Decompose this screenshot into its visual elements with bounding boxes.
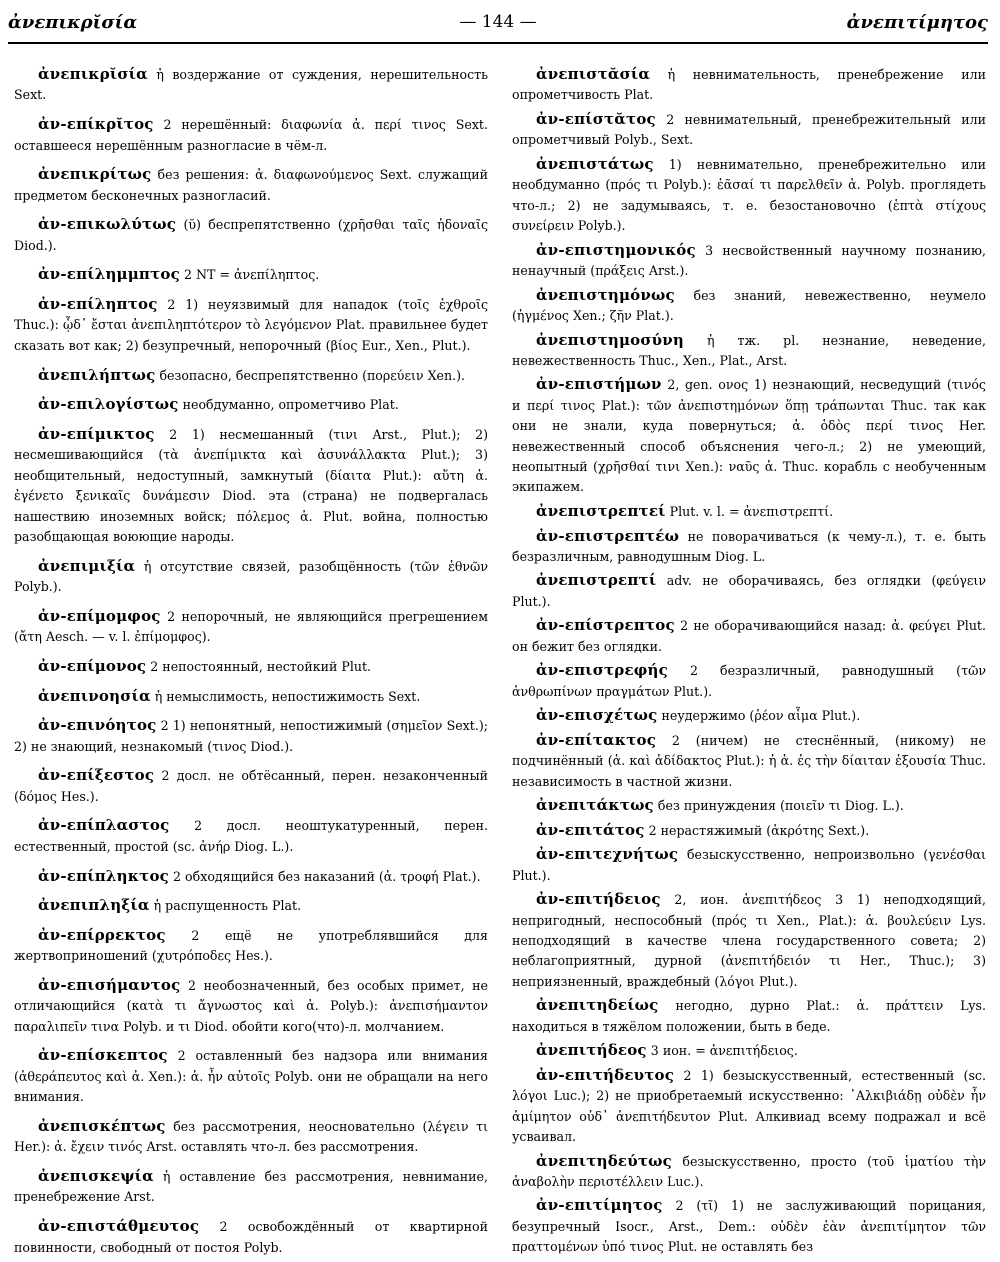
entry-definition: 2 необозначенный, без особых примет, не отличающийся (κατὰ τι ἄγνωστος καὶ ἀ. Polyb.): ἀνεπισήμαντον παραλιπεῖν τινα Polyb. и τι Diod. обойти кого(что)-л. молчанием. [14, 977, 488, 1034]
dictionary-entry [14, 1116, 488, 1158]
entry-headword: ἀν-επίμονος [38, 656, 147, 675]
entry-headword: ἀνεπιτηδεύτως [536, 1151, 672, 1170]
entry-headword: ἀνεπιπληξία [38, 896, 150, 915]
dictionary-entry [512, 705, 986, 726]
entry-headword: ἀν-επίξεστος [38, 766, 155, 785]
entry-headword: ἀν-επιτίμητος [536, 1196, 663, 1215]
dictionary-entry [512, 730, 986, 792]
entry-definition: 2 (τῖ) 1) не заслуживающий порицания, безупречный Isocr., Arst., Dem.: οὐδὲν ἐὰν ἀνεπιτίμητον τῶν πραττομένων ὑπό τινος Plut. не оставлять без [512, 1198, 986, 1255]
entry-definition: ἡ немыслимость, непостижимость Sext. [154, 688, 421, 704]
entry-headword: ἀν-επιτεχνήτως [536, 845, 679, 864]
entry-headword: ἀν-επίτακτος [536, 730, 657, 749]
entry-headword: ἀνεπικρίτως [38, 165, 152, 184]
entry-headword: ἀνεπιλήπτως [38, 365, 156, 384]
dictionary-entry [14, 394, 488, 415]
dictionary-entry [14, 114, 488, 156]
entry-definition: ἡ оставление без рассмотрения, невнимание, пренебрежение Arst. [14, 1169, 488, 1205]
dictionary-entry [14, 556, 488, 598]
entry-headword: ἀν-επίπλαστος [38, 816, 170, 835]
dictionary-entry [512, 240, 986, 282]
entry-definition: (ῠ) беспрепятственно (χρῆσθαι ταῖς ἡδοναῖς Diod.). [14, 217, 488, 253]
entry-headword: ἀνεπιτηδείως [536, 996, 659, 1015]
entry-definition: 1) невнимательно, пренебрежительно или необдуманно (πρός τι Polyb.): ἐᾶσαί τι παρελθεῖν ἀ. Polyb. проглядеть что-л.; 2) не задумываясь, т. е. безостановочно (ἑπτὰ στίχους συνείρειν Polyb.). [512, 156, 986, 234]
dictionary-entry [512, 1065, 986, 1148]
dictionary-entry [512, 570, 986, 612]
entry-headword: ἀν-επιτήδειος [536, 890, 661, 909]
dictionary-entry [512, 844, 986, 886]
dictionary-entry [14, 164, 488, 206]
entry-headword: ἀν-επίπληκτος [38, 866, 170, 885]
dictionary-entry [14, 606, 488, 648]
entry-headword: ἀν-επιστρεφής [536, 661, 668, 680]
entry-definition: ἡ тж. pl. незнание, неведение, невежественность Thuc., Xen., Plat., Arst. [512, 332, 986, 368]
entry-headword: ἀν-επίρρεκτος [38, 925, 166, 944]
entry-headword: ἀνεπιστημοσύνη [536, 330, 684, 349]
entry-headword: ἀν-επιλογίστως [38, 395, 179, 414]
entry-headword: ἀν-επίστᾰτος [536, 109, 656, 128]
entry-definition: без знаний, невежественно, неумело (ἡγμένος Xen.; ζῆν Plat.). [512, 287, 986, 323]
left-column [14, 64, 488, 1258]
entry-definition: adv. не оборачиваясь, без оглядки (φεύγειν Plut.). [512, 573, 986, 609]
entry-definition: безопасно, беспрепятственно (πορεύειν Xen.). [159, 367, 466, 383]
entry-definition: 2, gen. ονος 1) незнающий, несведущий (τινός и περί τινος Plat.): τῶν ἀνεπιστημόνων ὅπῃ τράπωνται Thuc. так как они не знали, куда повернуться; ἀ. ὁδὸς περί τινος Her. невежественный способ объяснения чего-л.; 2) не умеющий, неопытный (χρῆσθαί τινι Xen.): ναῦς ἀ. Thuc. корабль с необученным экипажем. [512, 377, 986, 495]
dictionary-columns [14, 64, 986, 1258]
entry-definition: 2, ион. ἀνεπιτήδεος 3 1) неподходящий, непригодный, неспособный (πρός τι Xen., Plat.): ἀ. βουλεύειν Lys. неподходящий в качестве члена государственного совета; 2) неблагоприятный, дурной (ἀνεπιτήδειόν τι Her., Thuc.); 3) неприязненный, враждебный (λόγοι Plut.). [512, 892, 986, 989]
dictionary-entry [14, 424, 488, 547]
entry-headword: ἀνεπιμιξία [38, 556, 136, 575]
entry-headword: ἀν-επίσκεπτος [38, 1046, 168, 1065]
entry-headword: ἀν-επισχέτως [536, 706, 658, 725]
dictionary-entry [14, 1045, 488, 1107]
dictionary-entry [14, 365, 488, 386]
entry-definition: 2 нерастяжимый (ἀκρότης Sext.). [648, 822, 870, 838]
entry-definition: неудержимо (ῥέον αἷμα Plut.). [661, 708, 861, 724]
dictionary-entry [512, 501, 986, 522]
dictionary-entry [14, 1166, 488, 1208]
entry-definition: ἡ воздержание от суждения, нерешительность Sext. [14, 67, 488, 103]
header-rule [8, 42, 988, 44]
dictionary-entry [14, 1216, 488, 1258]
entry-definition: 2 обходящийся без наказаний (ἀ. τροφή Plat.). [173, 868, 481, 884]
entry-definition: 2 досл. не обтёсанный, перен. незаконченный (δόμος Hes.). [14, 768, 488, 804]
entry-definition: 2 не оборачивающийся назад: ἀ. φεύγει Plut. он бежит без оглядки. [512, 618, 986, 654]
entry-definition: безыскусственно, непроизвольно (γενέσθαι Plut.). [512, 847, 986, 883]
entry-definition: 2 безразличный, равнодушный (τῶν ἀνθρωπίνων πραγμάτων Plut.). [512, 663, 986, 699]
dictionary-entry [14, 765, 488, 807]
dictionary-entry [512, 526, 986, 568]
entry-headword: ἀν-επίληπτος [38, 295, 158, 314]
dictionary-entry [512, 64, 986, 106]
header-right-headword: ἀνεπιτίμητος [846, 11, 988, 33]
entry-headword: ἀνεπινοησία [38, 686, 151, 705]
entry-definition: 2 непостоянный, нестойкий Plut. [150, 658, 372, 674]
right-column [512, 64, 986, 1258]
entry-headword: ἀνεπιτάκτως [536, 796, 654, 815]
entry-definition: 2 ещё не употреблявшийся для жертвоприношений (χυτρόποδες Hes.). [14, 927, 488, 964]
entry-headword: ἀν-επισήμαντος [38, 975, 181, 994]
dictionary-entry [512, 109, 986, 151]
entry-headword: ἀνεπιστρεπτεί [536, 502, 666, 520]
dictionary-entry [14, 866, 488, 887]
dictionary-entry [512, 995, 986, 1037]
entry-definition: 3 ион. = ἀνεπιτήδειος. [650, 1043, 798, 1059]
entry-headword: ἀν-επιστήμων [536, 375, 662, 394]
entry-definition: 2 1) неуязвимый для нападок (τοῖς ἐχθροῖς Thuc.): ᾧδ᾽ ἔσται ἀνεπιληπτότερον τὸ λεγόμενον Plat. правильнее будет сказать вот как; 2) безупречный, непорочный (βίος Eur., Xen., Plut.). [14, 297, 488, 353]
dictionary-entry [512, 795, 986, 816]
entry-definition: без решения: ἀ. διαφωνούμενος Sext. служащий предметом бесконечных разногласий. [14, 167, 488, 203]
entry-headword: ἀν-επιστημονικός [536, 240, 696, 259]
dictionary-entry [14, 214, 488, 256]
entry-definition: 2 1) несмешанный (τινι Arst., Plut.); 2) несмешивающийся (τὰ ἀνεπίμικτα καὶ ἀσυνάλλακτα Plut.); 3) необщительный, недоступный, замкнутый (δίαιτα Plut.): αὕτη ἀ. ἐγένετο ξενικαῖς δυνάμεσιν Diod. эта (страна) не подвергалась нашествию иноземных войск; πόλεμος ἀ. Plut. война, полностью разобщающая воюющие народы. [14, 426, 488, 544]
entry-definition: 2 невнимательный, пренебрежительный или опрометчивый Polyb., Sext. [512, 111, 986, 148]
entry-headword: ἀν-επιτάτος [536, 820, 645, 839]
entry-definition: без рассмотрения, неосновательно (λέγειν τι Her.): ἀ. ἔχειν τινός Arst. оставлять что-л. без рассмотрения. [14, 1118, 488, 1155]
entry-definition: 2 1) безыскусственный, естественный (sc. λόγοι Luc.); 2) не приобретаемый искусственно: ᾿Αλκιβιάδῃ οὐδὲν ἦν ἀμίμητον οὐδ᾽ ἀνεπιτήδευτον Plut. Алкивиад всему подражал и всё усваивал. [512, 1067, 986, 1144]
entry-headword: ἀν-επίκρῐτος [38, 115, 154, 134]
entry-definition: ἡ невнимательность, пренебрежение или опрометчивость Plat. [512, 67, 986, 103]
header-left-headword: ἀνεπικρῐσία [8, 11, 138, 33]
dictionary-entry [14, 815, 488, 857]
dictionary-entry [512, 374, 986, 497]
dictionary-entry [14, 925, 488, 967]
page-header [8, 4, 988, 40]
entry-definition: 2 непорочный, не являющийся прегрешением (ἄτη Aesch. — v. l. ἐπίμομφος). [14, 608, 488, 645]
dictionary-entry [14, 656, 488, 677]
entry-definition: ἡ распущенность Plat. [153, 898, 302, 914]
dictionary-entry [14, 264, 488, 285]
dictionary-entry [512, 660, 986, 702]
entry-definition: 2 нерешённый: διαφωνία ἀ. περί τινος Sext. оставшееся нерешённым разногласие в чём-л. [14, 117, 488, 153]
dictionary-entry [512, 1151, 986, 1193]
dictionary-entry [512, 889, 986, 992]
dictionary-entry [512, 820, 986, 841]
entry-headword: ἀν-επίμομφος [38, 606, 161, 625]
entry-headword: ἀνεπιστρεπτί [536, 571, 657, 590]
entry-headword: ἀν-επίστρεπτος [536, 616, 675, 635]
entry-definition: необдуманно, опрометчиво Plat. [182, 397, 399, 413]
dictionary-entry [512, 154, 986, 237]
entry-headword: ἀνεπιστᾰσία [536, 65, 651, 83]
dictionary-entry [14, 686, 488, 707]
entry-definition: 2 (ничем) не стеснённый, (никому) не подчинённый (ἀ. καὶ ἀδίδακτος Plut.): ἡ ἀ. ἐς τὴν δίαιταν ἐξουσία Thuc. независимость в частной жизни. [512, 732, 986, 789]
entry-headword: ἀνεπιστάτως [536, 154, 654, 173]
entry-definition: 2 освобождённый от квартирной повинности, свободный от постоя Polyb. [14, 1219, 488, 1255]
entry-headword: ἀνεπιστημόνως [536, 285, 675, 304]
dictionary-entry [512, 1040, 986, 1061]
entry-definition: негодно, дурно Plat.: ἀ. πράττειν Lys. находиться в тяжёлом положении, быть в беде. [512, 998, 986, 1034]
entry-definition: ἡ отсутствие связей, разобщённость (τῶν ἐθνῶν Polyb.). [14, 558, 488, 595]
entry-definition: не поворачиваться (к чему-л.), т. е. быть безразличным, равнодушным Diog. L. [512, 528, 986, 564]
entry-headword: ἀνεπιτήδεος [536, 1041, 647, 1060]
entry-definition: 2 досл. неоштукатуренный, перен. естественный, простой (sc. ἀνήρ Diog. L.). [14, 818, 488, 854]
entry-headword: ἀν-επίλημμπτος [38, 265, 180, 284]
entry-definition: Plut. v. l. = ἀνεπιστρεπτί. [669, 504, 834, 519]
dictionary-entry [512, 285, 986, 327]
entry-definition: 3 несвойственный научному познанию, ненаучный (πράξεις Arst.). [512, 242, 986, 279]
dictionary-entry [512, 615, 986, 657]
dictionary-entry [512, 330, 986, 372]
entry-headword: ἀν-επιστάθμευτος [38, 1217, 200, 1236]
entry-definition: безыскусственно, просто (τοῦ ἱματίου τὴν ἀναβολὴν περιστέλλειν Luc.). [512, 1153, 986, 1189]
entry-headword: ἀνεπικρῐσία [38, 65, 148, 83]
dictionary-entry [14, 895, 488, 916]
dictionary-entry [512, 1195, 986, 1257]
dictionary-entry [14, 294, 488, 356]
entry-headword: ἀν-επιτήδευτος [536, 1065, 675, 1084]
entry-definition: 2 NT = ἀνεπίληπτος. [183, 267, 320, 283]
entry-headword: ἀν-επινόητος [38, 716, 157, 735]
entry-headword: ἀν-επικωλύτως [38, 215, 177, 234]
entry-definition: без принуждения (ποιεῖν τι Diog. L.). [657, 798, 904, 814]
entry-definition: 2 оставленный без надзора или внимания (ἀθεράπευτος καὶ ἀ. Xen.): ἀ. ἦν αὐτοῖς Polyb. они не обращали на него внимания. [14, 1048, 488, 1105]
entry-headword: ἀνεπισκεψία [38, 1167, 154, 1186]
entry-headword: ἀνεπισκέπτως [38, 1116, 166, 1135]
dictionary-entry [14, 64, 488, 106]
dictionary-entry [14, 975, 488, 1037]
entry-headword: ἀν-επίμικτος [38, 424, 155, 443]
page-number: — 144 — [459, 12, 537, 32]
dictionary-entry [14, 715, 488, 757]
entry-headword: ἀν-επιστρεπτέω [536, 526, 680, 545]
entry-definition: 2 1) непонятный, непостижимый (σημεῖον Sext.); 2) не знающий, незнакомый (τινος Diod.). [14, 718, 488, 754]
